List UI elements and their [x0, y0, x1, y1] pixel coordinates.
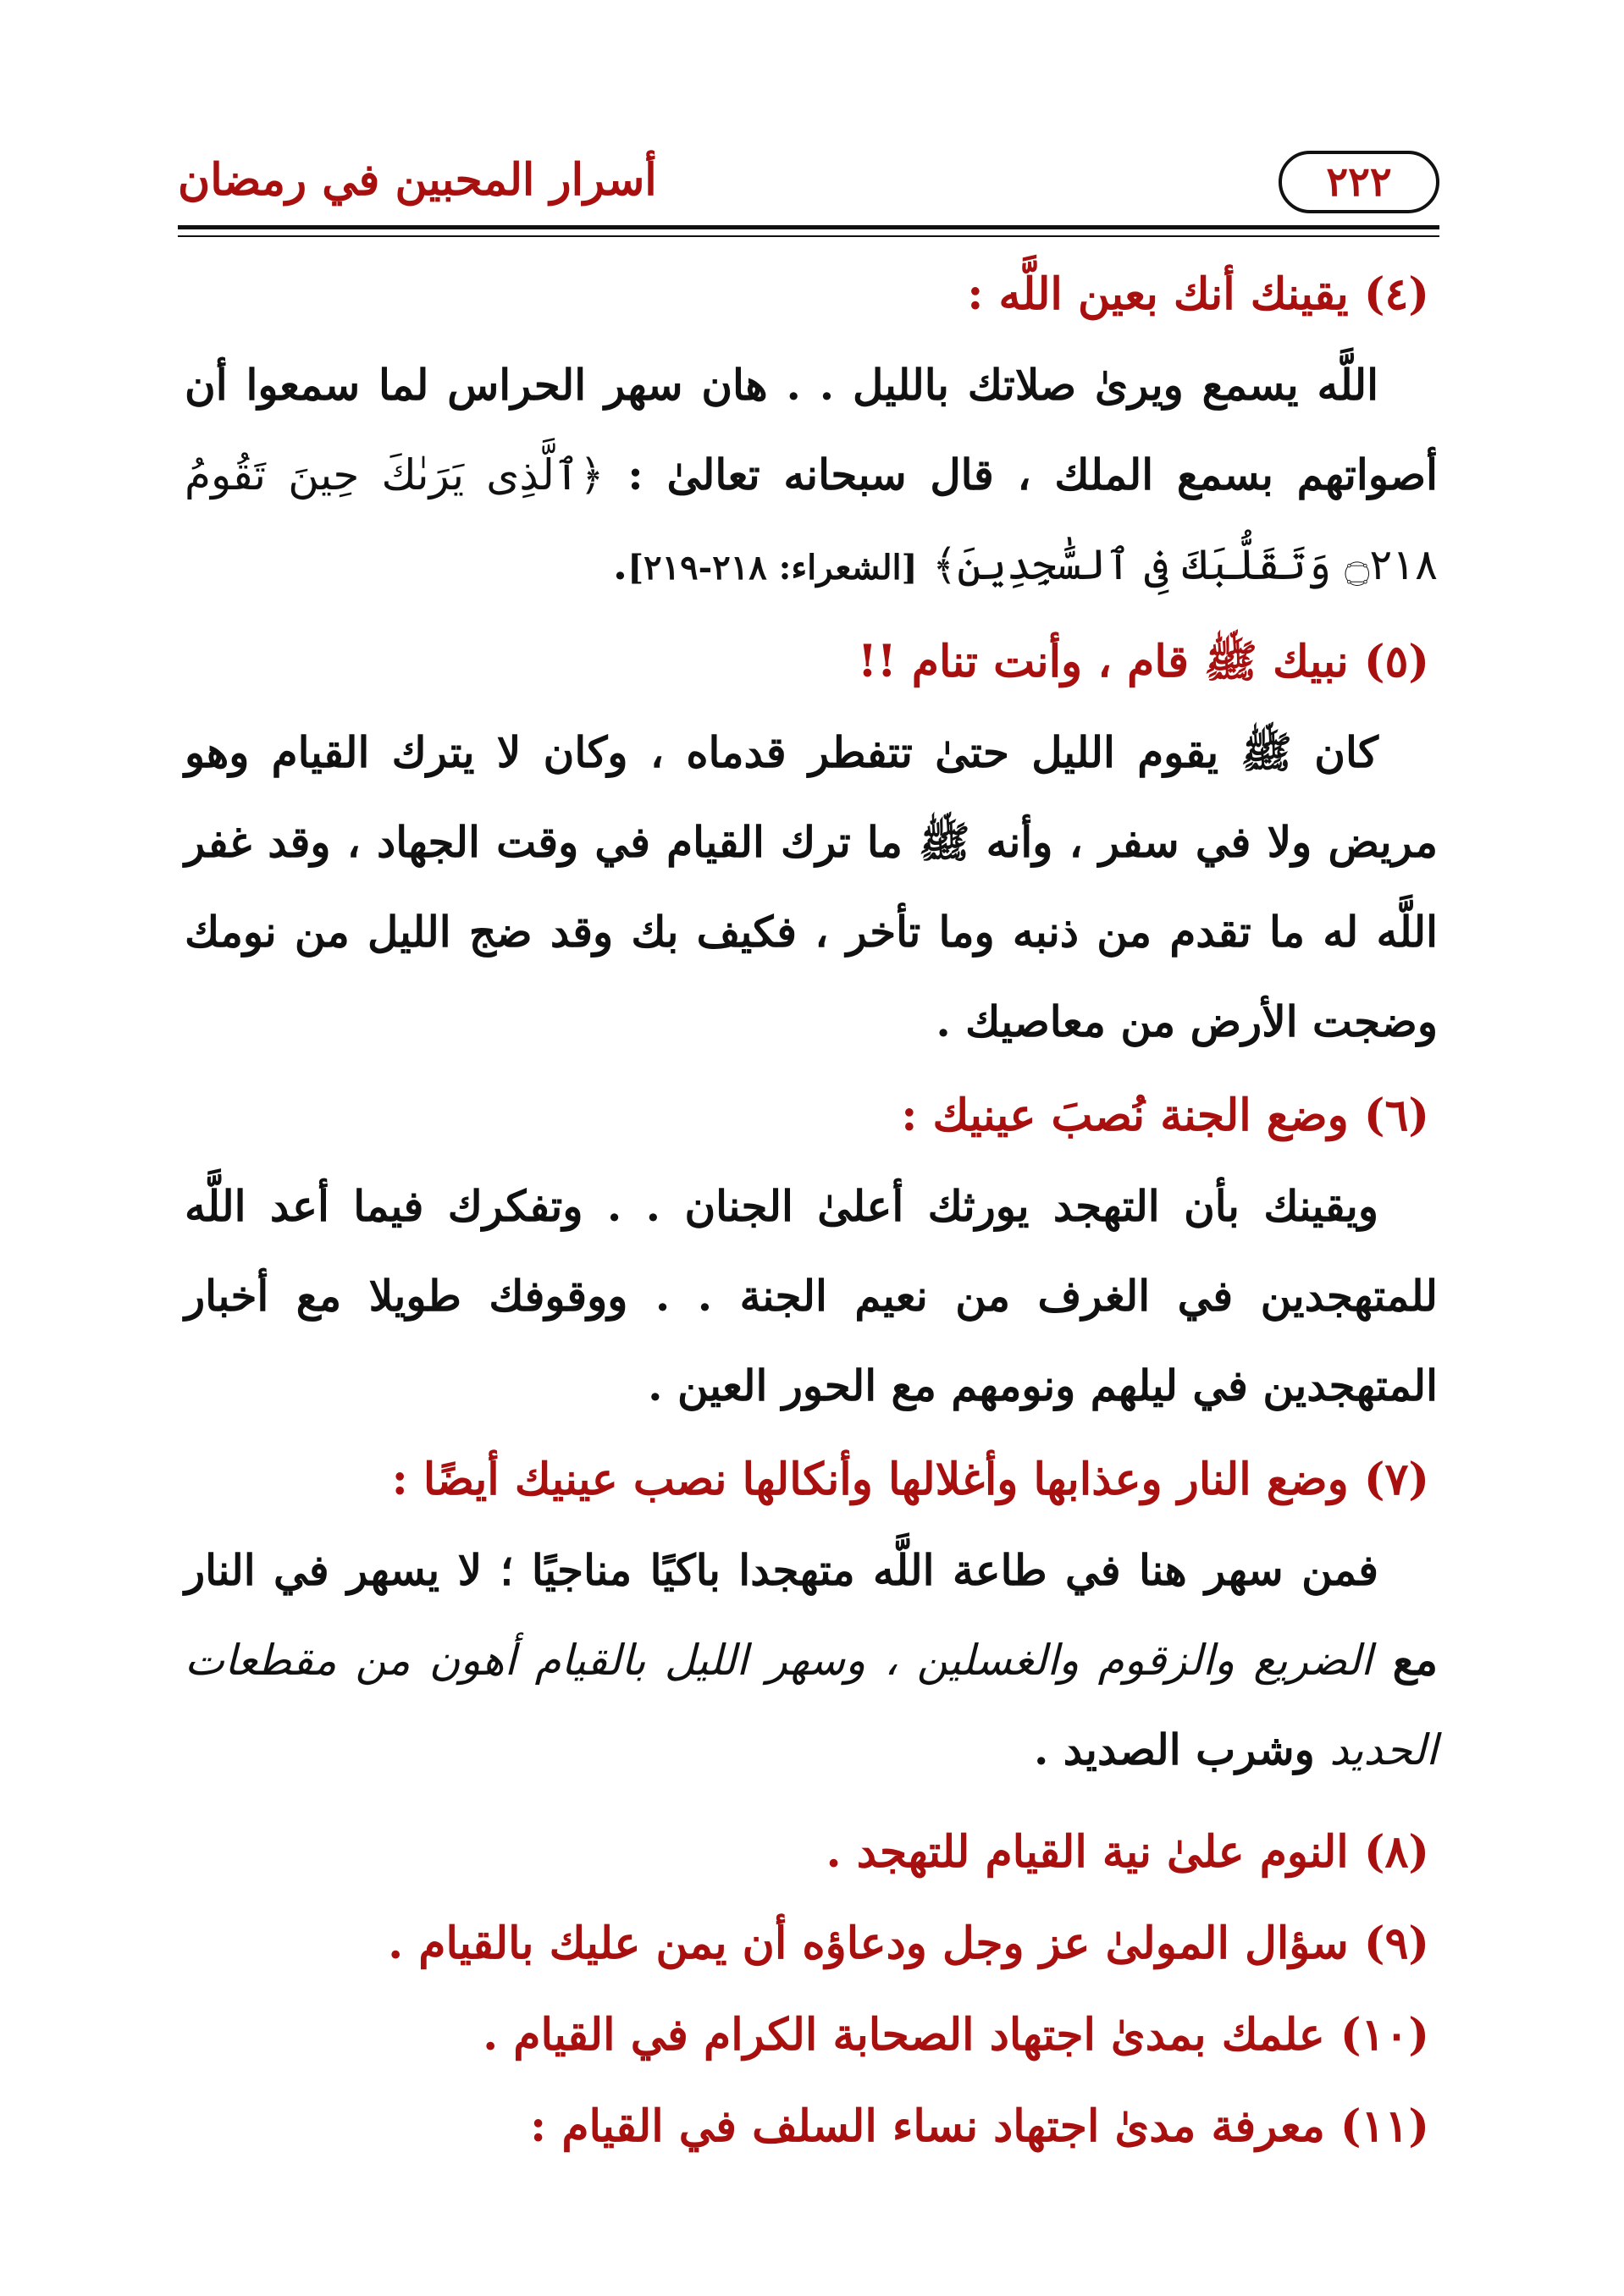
page-content	[185, 254, 1438, 2172]
section-paragraph-6: ويقينك بأن التهجد يورثك أعلىٰ الجنان . . وتفكرك فيما أعد اللَّه للمتهجدين في الغرف من نعيم الجنة . . ووقوفك طويلا مع أخبار المتهجدين في ليلهم ونومهم مع الحور العين .	[185, 1181, 1438, 1410]
page-header	[178, 135, 1439, 229]
book-title: أسرار المحبين في رمضان	[178, 154, 657, 206]
paragraph-text: اللَّه يسمع ويرىٰ صلاتك بالليل . . هان سهر الحراس لما سمعوا أن أصواتهم بسمع الملك ، قال سبحانه تعالىٰ :	[185, 360, 1438, 499]
list-item-9: (٩) سؤال المولىٰ عز وجل ودعاؤه أن يمن عليك بالقيام .	[388, 1918, 1429, 1969]
list-item-8: (٨) النوم علىٰ نية القيام للتهجد .	[826, 1826, 1429, 1878]
italic-phrase: الضريع والزقوم والغسلين ، وسهر الليل بالقيام أهون من مقطعات الحديد	[185, 1636, 1438, 1774]
header-rule-thin	[178, 235, 1439, 237]
list-item-11: (١١) معرفة مدىٰ اجتهاد نساء السلف في القيام :	[530, 2100, 1429, 2152]
page-number: ٢٢٢	[1326, 158, 1392, 206]
paragraph-text: فمن سهر هنا في طاعة اللَّه متهجدا باكيًا مناجيًا ؛ لا يسهر في النار مع	[185, 1545, 1438, 1685]
section-heading-7: (٧) وضع النار وعذابها وأغلالها وأنكالها نصب عينيك أيضًا :	[391, 1454, 1429, 1505]
section-heading-6: (٦) وضع الجنة نُصبَ عينيك :	[901, 1090, 1429, 1141]
page-number-badge	[1279, 151, 1439, 213]
verse-citation: [الشعراء: ٢١٨-٢١٩]	[627, 548, 918, 588]
section-heading-5: (٥) نبيك ﷺ قام ، وأنت تنام !!	[858, 636, 1429, 687]
paragraph-text-end: .	[612, 539, 628, 589]
section-paragraph-4	[185, 340, 1438, 613]
paragraph-text-end: وشرب الصديد .	[1033, 1725, 1330, 1774]
section-paragraph-7	[185, 1526, 1438, 1795]
header-rule-thick	[178, 225, 1439, 229]
section-heading-4: (٤) يقينك أنك بعين اللَّه :	[967, 268, 1429, 320]
quran-verse: ﴿ٱلَّذِى يَرَىٰكَ حِينَ تَقُومُ ۝٢١٨ وَتَقَلُّبَكَ فِى ٱلسَّٰجِدِينَ﴾	[185, 450, 1438, 589]
list-item-10: (١٠) علمك بمدىٰ اجتهاد الصحابة الكرام في القيام .	[483, 2009, 1429, 2061]
section-paragraph-5: كان ﷺ يقوم الليل حتىٰ تتفطر قدماه ، وكان لا يترك القيام وهو مريض ولا في سفر ، وأنه ﷺ ما ترك القيام في وقت الجهاد ، وقد غفر اللَّه له ما تقدم من ذنبه وما تأخر ، فكيف بك وقد ضج الليل من نومك وضجت الأرض من معاصيك .	[185, 727, 1438, 1046]
